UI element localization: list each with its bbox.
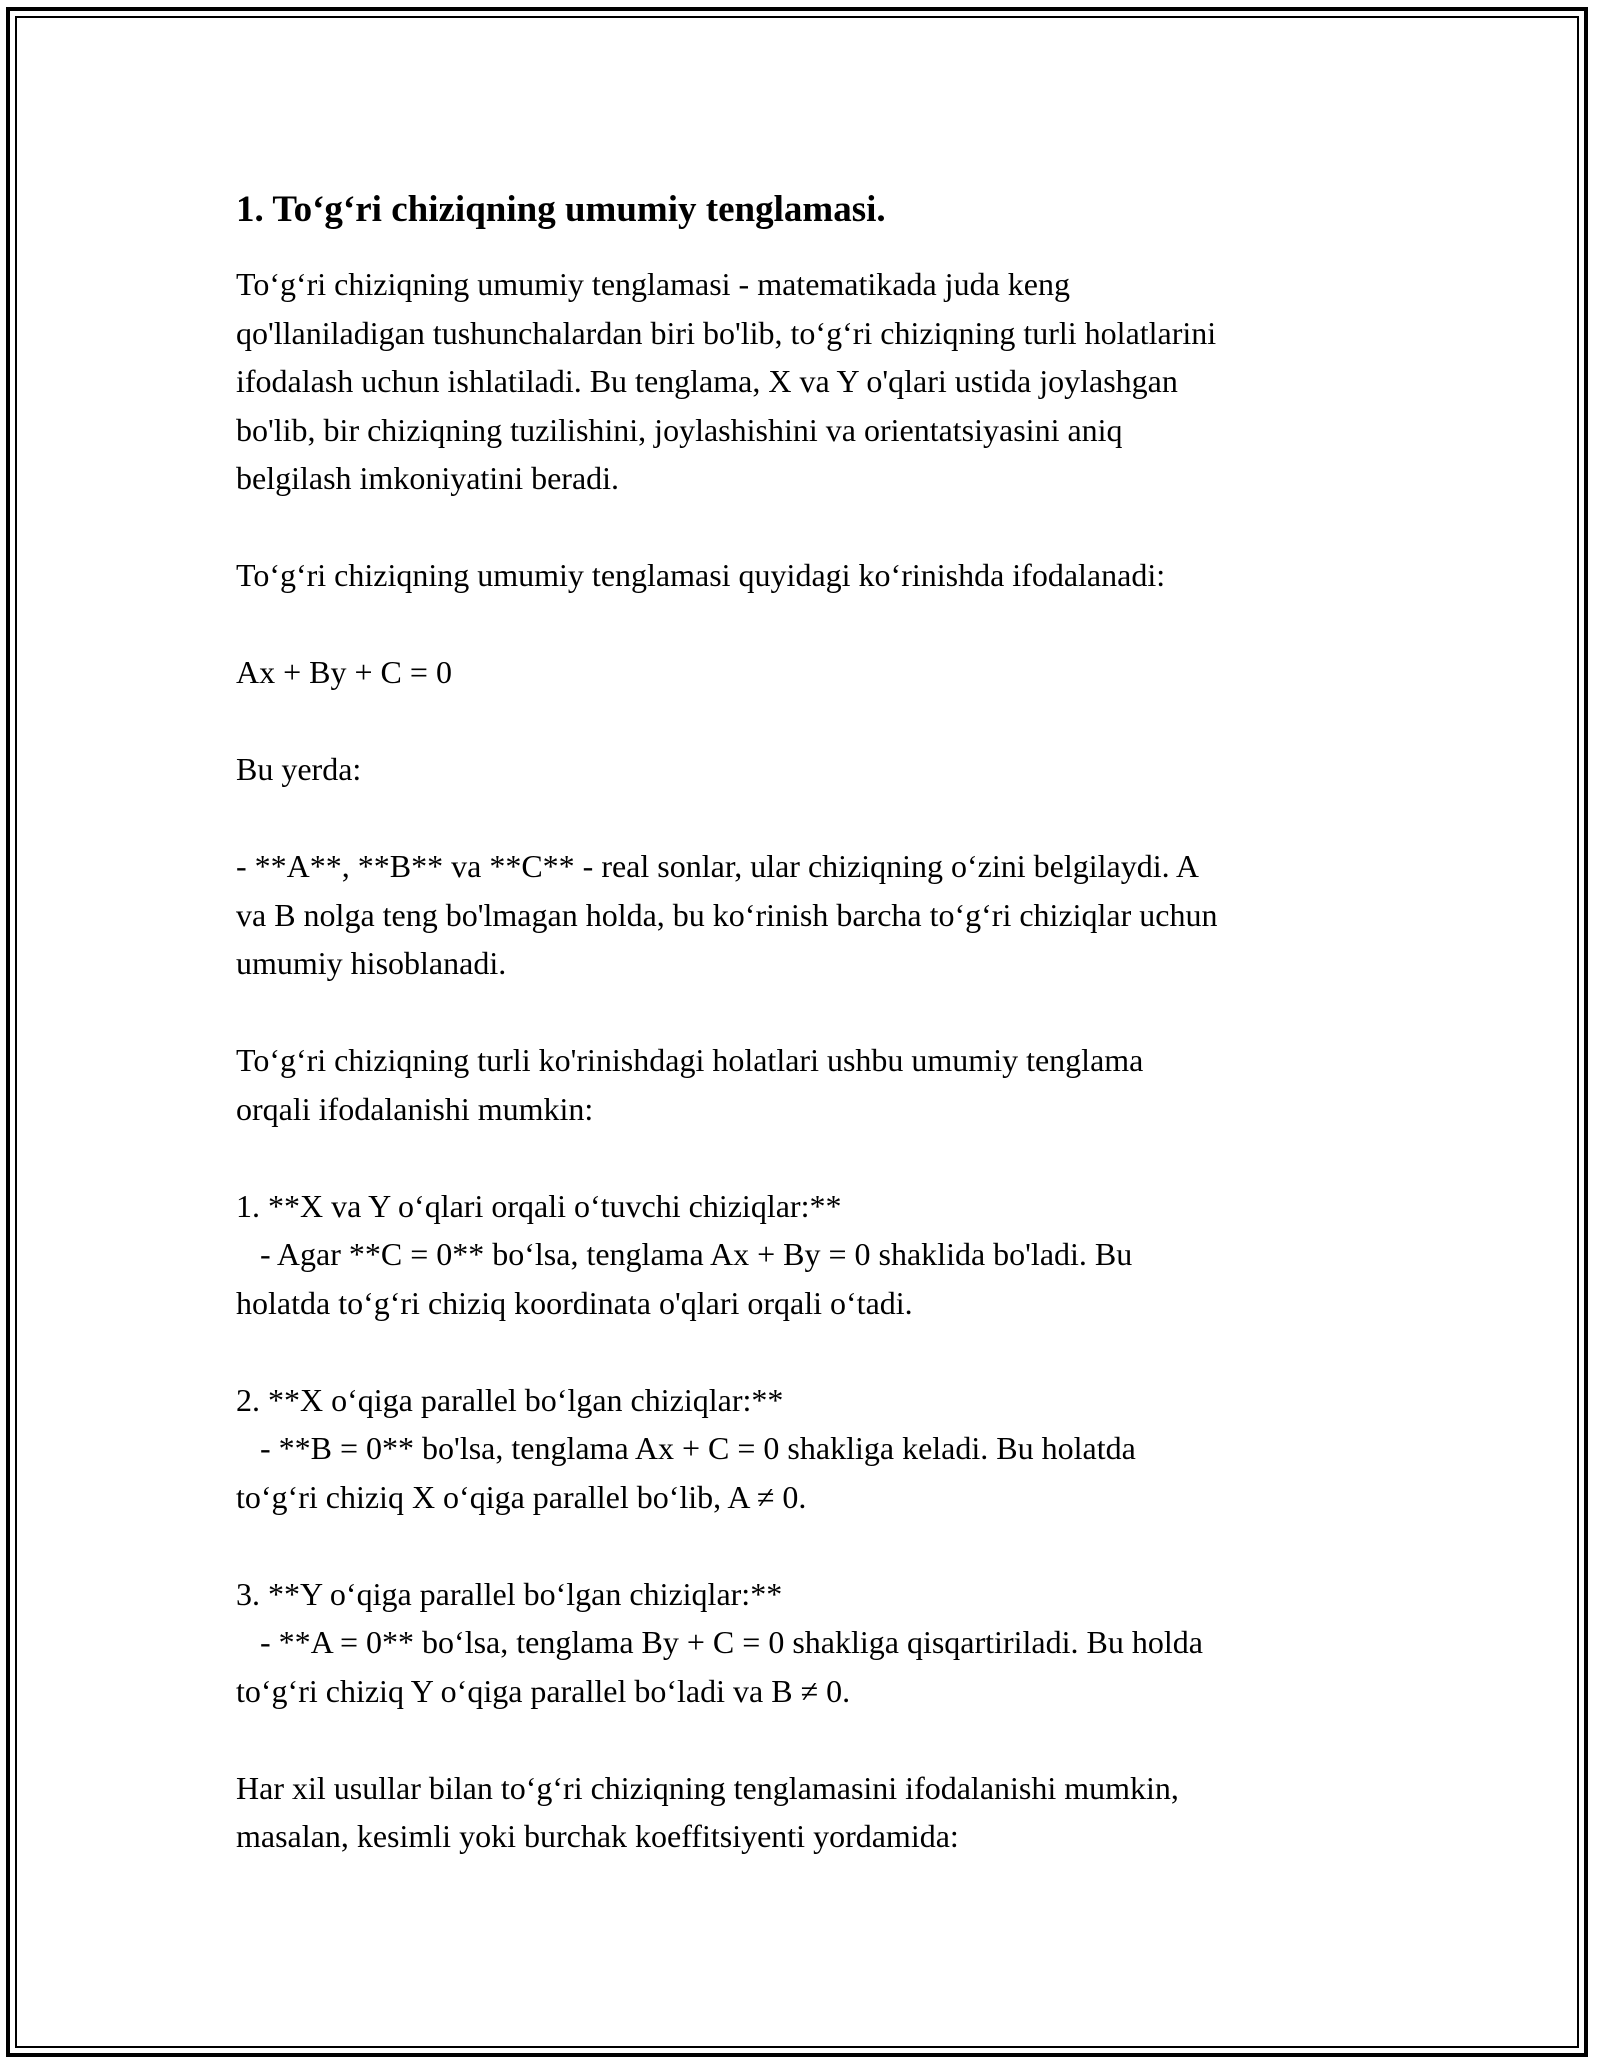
text-line: to‘g‘ri chiziq X o‘qiga parallel bo‘lib, A ≠ 0. (236, 1478, 807, 1515)
text-line: orqali ifodalanishi mumkin: (236, 1090, 594, 1127)
blank-line (236, 1521, 1366, 1570)
text-line: qo'llaniladigan tushunchalardan biri bo'lib, to‘g‘ri chiziqning turli holatlarini (236, 314, 1217, 351)
blank-line (236, 600, 1366, 649)
blank-line (236, 794, 1366, 843)
text-line: - Agar **C = 0** bo‘lsa, tenglama Ax + By = 0 shaklida bo'ladi. Bu (236, 1236, 1133, 1272)
body-text (236, 260, 1366, 1861)
blank-line (236, 1715, 1366, 1764)
blank-line (236, 1133, 1366, 1182)
text-line: ifodalash uchun ishlatiladi. Bu tenglama, X va Y o'qlari ustida joylashgan (236, 363, 1178, 399)
blank-line (236, 697, 1366, 746)
text-line: To‘g‘ri chiziqning umumiy tenglamasi quyidagi ko‘rinishda ifodalanadi: (236, 557, 1166, 593)
text-line: Har xil usullar bilan to‘g‘ri chiziqning tenglamasini ifodalanishi mumkin, (236, 1769, 1179, 1806)
blank-line (236, 503, 1366, 552)
text-line: 2. **X o‘qiga parallel bo‘lgan chiziqlar:** (236, 1381, 784, 1418)
text-line: - **B = 0** bo'lsa, tenglama Ax + C = 0 shakliga keladi. Bu holatda (236, 1430, 1136, 1466)
text-line: - **A**, **B** va **C** - real sonlar, ular chiziqning o‘zini belgilaydi. A (236, 848, 1199, 884)
text-line: 1. **X va Y o‘qlari orqali o‘tuvchi chiziqlar:** (236, 1187, 842, 1224)
text-line: umumiy hisoblanadi. (236, 945, 507, 981)
text-line: Ax + By + C = 0 (236, 654, 452, 690)
text-line: To‘g‘ri chiziqning umumiy tenglamasi - matematikada juda keng (236, 266, 1070, 302)
section-heading: 1. To‘g‘ri chiziqning umumiy tenglamasi. (236, 189, 886, 230)
text-line: To‘g‘ri chiziqning turli ko'rinishdagi holatlari ushbu umumiy tenglama (236, 1042, 1144, 1078)
text-line: belgilash imkoniyatini beradi. (236, 460, 620, 496)
text-line: 3. **Y o‘qiga parallel bo‘lgan chiziqlar:** (236, 1575, 783, 1612)
text-line: bo'lib, bir chiziqning tuzilishini, joylashishini va orientatsiyasini aniq (236, 411, 1123, 448)
document-body (236, 186, 1366, 1861)
blank-line (236, 988, 1366, 1037)
text-line: masalan, kesimli yoki burchak koeffitsiyenti yordamida: (236, 1818, 959, 1854)
text-line: holatda to‘g‘ri chiziq koordinata o'qlari orqali o‘tadi. (236, 1284, 913, 1321)
text-line: Bu yerda: (236, 751, 362, 787)
blank-line (236, 1327, 1366, 1376)
text-line: - **A = 0** bo‘lsa, tenglama By + C = 0 shakliga qisqartiriladi. Bu holda (236, 1624, 1203, 1660)
text-line: va B nolga teng bo'lmagan holda, bu ko‘rinish barcha to‘g‘ri chiziqlar uchun (236, 896, 1218, 933)
text-line: to‘g‘ri chiziq Y o‘qiga parallel bo‘ladi va B ≠ 0. (236, 1672, 851, 1709)
